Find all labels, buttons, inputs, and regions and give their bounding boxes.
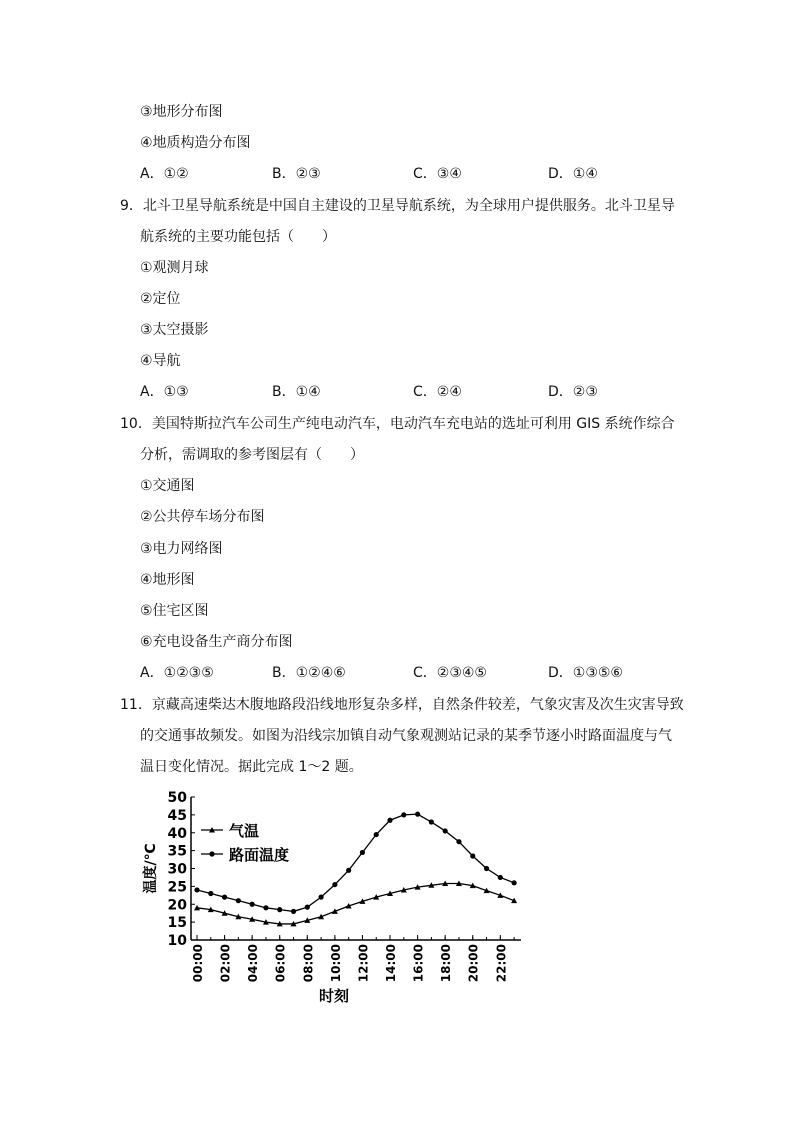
y-tick-label: 45	[167, 807, 187, 824]
q8-choice-d: D．①④	[548, 166, 598, 182]
q10-choice-d: D．①③⑤⑥	[548, 665, 623, 681]
q8-item-4: ④地质构造分布图	[140, 135, 251, 151]
y-tick-label: 20	[167, 897, 187, 914]
x-tick-label: 12:00	[356, 944, 371, 983]
data-point-road-temp	[360, 850, 365, 855]
y-axis-title: 温度/℃	[143, 843, 159, 894]
x-tick-label: 06:00	[273, 944, 288, 983]
data-point-road-temp	[222, 895, 227, 900]
q10-item-2: ②公共停车场分布图	[140, 509, 265, 525]
x-tick-label: 04:00	[246, 944, 261, 983]
data-point-road-temp	[194, 887, 199, 892]
data-point-road-temp	[470, 853, 475, 858]
data-point-road-temp	[456, 839, 461, 844]
q8-choice-b: B．②③	[272, 166, 321, 182]
q9-choice-b: B．①④	[272, 384, 321, 400]
data-point-road-temp	[263, 905, 268, 910]
x-tick-label: 16:00	[411, 944, 426, 983]
x-tick-label: 02:00	[218, 944, 233, 983]
q9-item-1: ①观测月球	[140, 260, 209, 276]
data-point-road-temp	[512, 880, 517, 885]
data-point-road-temp	[236, 898, 241, 903]
y-tick-label: 35	[167, 843, 187, 860]
temperature-line-chart	[135, 785, 535, 1015]
q9-item-4: ④导航	[140, 353, 181, 369]
q11-stem-line-2: 的交通事故频发。如图为沿线宗加镇自动气象观测站记录的某季节逐小时路面温度与气	[140, 728, 672, 744]
chart-axes	[142, 790, 521, 1005]
data-point-road-temp	[332, 882, 337, 887]
q10-stem-line-2: 分析，需调取的参考图层有（ ）	[140, 447, 364, 463]
y-tick-label: 40	[167, 825, 187, 842]
q9-stem-line-2: 航系统的主要功能包括（ ）	[140, 229, 336, 245]
q10-item-1: ①交通图	[140, 478, 195, 494]
q9-choice-d: D．②③	[548, 384, 598, 400]
x-tick-label: 08:00	[301, 944, 316, 983]
data-point-road-temp	[401, 812, 406, 817]
y-tick-label: 50	[167, 790, 187, 806]
x-tick-label: 00:00	[191, 944, 205, 983]
q8-choice-a: A．①②	[140, 166, 189, 182]
x-tick-label: 14:00	[384, 944, 399, 983]
y-tick-label: 10	[167, 933, 187, 949]
data-point-road-temp	[346, 868, 351, 873]
x-axis-title: 时刻	[318, 987, 350, 1005]
legend-marker-circle	[209, 851, 214, 856]
data-point-road-temp	[387, 818, 392, 823]
q10-stem-line-1: 10．美国特斯拉汽车公司生产纯电动汽车，电动汽车充电站的选址可利用 GIS 系统作综合	[120, 416, 675, 432]
series-line-air-temp	[197, 884, 514, 924]
q9-item-2: ②定位	[140, 291, 181, 307]
data-point-road-temp	[277, 907, 282, 912]
legend-label: 气温	[229, 822, 260, 840]
y-tick-label: 15	[167, 915, 187, 932]
data-point-road-temp	[318, 895, 323, 900]
x-tick-label: 18:00	[439, 944, 454, 983]
data-point-road-temp	[498, 875, 503, 880]
q11-stem-line-1: 11．京藏高速柴达木腹地路段沿线地形复杂多样，自然条件较差，气象灾害及次生灾害导致	[120, 697, 684, 713]
x-tick-label: 22:00	[494, 944, 509, 983]
q9-choice-c: C．②④	[413, 384, 462, 400]
q8-item-3: ③地形分布图	[140, 104, 223, 120]
q10-item-6: ⑥充电设备生产商分布图	[140, 634, 293, 650]
q11-stem-line-3: 温日变化情况。据此完成 1～2 题。	[140, 759, 363, 775]
q10-item-4: ④地形图	[140, 572, 195, 588]
q10-item-5: ⑤住宅区图	[140, 603, 209, 619]
data-point-road-temp	[374, 832, 379, 837]
q10-item-3: ③电力网络图	[140, 541, 223, 557]
data-point-road-temp	[291, 909, 296, 914]
q8-choice-c: C．③④	[413, 166, 462, 182]
q9-item-3: ③太空摄影	[140, 322, 209, 338]
q10-choice-b: B．①②④⑥	[272, 665, 346, 681]
q9-choice-a: A．①③	[140, 384, 189, 400]
data-point-road-temp	[415, 812, 420, 817]
q10-choice-c: C．②③④⑤	[413, 665, 487, 681]
q9-stem-line-1: 9．北斗卫星导航系统是中国自主建设的卫星导航系统，为全球用户提供服务。北斗卫星导	[120, 198, 675, 214]
data-point-road-temp	[443, 828, 448, 833]
legend-label: 路面温度	[229, 846, 290, 864]
data-point-road-temp	[429, 819, 434, 824]
y-tick-label: 30	[167, 861, 187, 878]
y-tick-label: 25	[167, 879, 187, 896]
chart-legend	[201, 822, 289, 864]
data-point-road-temp	[208, 891, 213, 896]
data-point-road-temp	[305, 905, 310, 910]
data-point-road-temp	[250, 902, 255, 907]
x-tick-label: 10:00	[328, 944, 343, 983]
data-point-road-temp	[484, 866, 489, 871]
q10-choice-a: A．①②③⑤	[140, 665, 214, 681]
x-tick-label: 20:00	[466, 944, 481, 983]
